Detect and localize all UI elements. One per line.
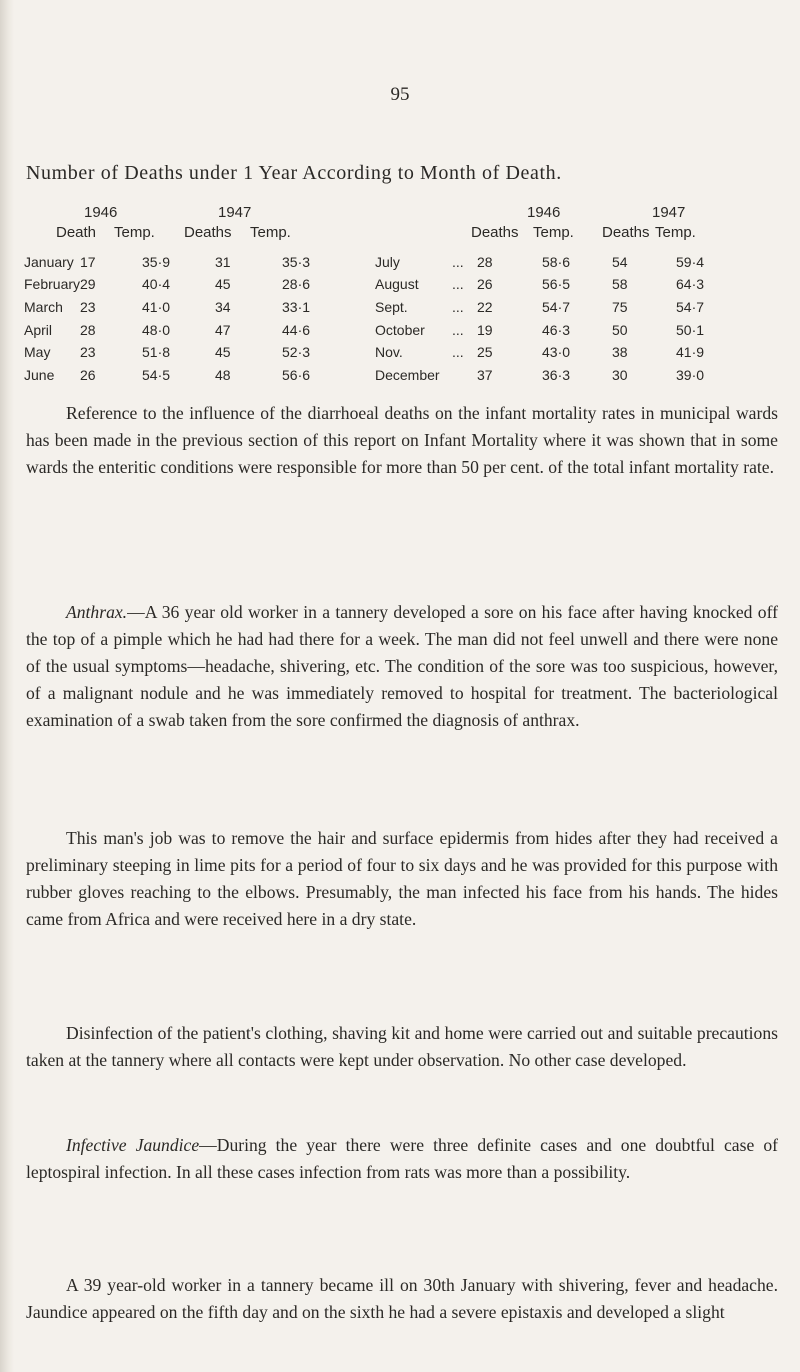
sub-header-temp: Temp. (114, 224, 155, 241)
month-label: October (375, 322, 425, 338)
temp-1946: 46·3 (542, 322, 571, 338)
month-label: May (24, 344, 51, 360)
deaths-1946: 37 (477, 367, 493, 383)
leader-dots: ... (452, 254, 464, 270)
deaths-by-month-table (0, 0, 800, 580)
month-label: August (375, 276, 419, 292)
leader-dots: ... (452, 344, 464, 360)
sub-header-temp: Temp. (250, 224, 291, 241)
temp-1946: 58·6 (542, 254, 571, 270)
temp-1946: 43·0 (542, 344, 571, 360)
sub-header-temp: Temp. (655, 224, 696, 241)
month-label: March (24, 299, 63, 315)
year-header-1947-right: 1947 (652, 204, 686, 221)
sub-header-deaths: Deaths (471, 224, 519, 241)
deaths-1946: 23 (80, 299, 96, 315)
deaths-1947: 75 (612, 299, 628, 315)
sub-header-deaths: Deaths (184, 224, 232, 241)
deaths-1946: 25 (477, 344, 493, 360)
temp-1946: 35·9 (142, 254, 171, 270)
deaths-1946: 17 (80, 254, 96, 270)
deaths-1946: 23 (80, 344, 96, 360)
leader-dots: ... (452, 276, 464, 292)
year-header-1946-left: 1946 (84, 204, 118, 221)
year-header-1947-left: 1947 (218, 204, 252, 221)
deaths-1947: 50 (612, 322, 628, 338)
month-label: February (24, 276, 81, 292)
deaths-1946: 26 (477, 276, 493, 292)
anthrax-body: —A 36 year old worker in a tannery developed a sore on his face after having knocked off the top of a pimple which he had had there for a week. The man did not feel unwell and there were none of the usual symptoms—headache, shivering, etc. The condition of the sore was too suspicious, however, of a malignant nodule and he was immediately removed to hospital for treatment. The bacteriological examination of a swab taken from the sore confirmed the diagnosis of anthrax. (26, 602, 778, 730)
deaths-1946: 29 (80, 276, 96, 292)
deaths-1946: 26 (80, 367, 96, 383)
deaths-1947: 34 (215, 299, 231, 315)
paragraph-text: Reference to the influence of the diarrhoeal deaths on the infant mortality rates in municipal wards has been made in the previous section of this report on Infant Mortality where it was shown that in some wards the enteritic conditions were responsible for more than 50 per cent. of the total infant mortality rate. (26, 403, 778, 477)
temp-1947: 50·1 (676, 322, 705, 338)
temp-1947: 56·6 (282, 367, 311, 383)
paragraph-text (26, 599, 778, 734)
deaths-1946: 22 (477, 299, 493, 315)
year-header-1946-right: 1946 (527, 204, 561, 221)
anthrax-heading: Anthrax. (66, 602, 128, 622)
temp-1947: 41·9 (676, 344, 705, 360)
paragraph-anthrax (26, 599, 778, 734)
temp-1946: 40·4 (142, 276, 171, 292)
paragraph-text: Disinfection of the patient's clothing, shaving kit and home were carried out and suitable precautions taken at the tannery where all contacts were kept under observation. No other case developed. (26, 1023, 778, 1070)
month-label: Nov. (375, 344, 403, 360)
deaths-1947: 45 (215, 344, 231, 360)
temp-1946: 51·8 (142, 344, 171, 360)
month-label: December (375, 367, 440, 383)
deaths-1947: 48 (215, 367, 231, 383)
sub-header-temp: Temp. (533, 224, 574, 241)
deaths-1947: 54 (612, 254, 628, 270)
deaths-1947: 30 (612, 367, 628, 383)
temp-1946: 54·5 (142, 367, 171, 383)
temp-1947: 44·6 (282, 322, 311, 338)
paragraph-text: A 39 year-old worker in a tannery became ill on 30th January with shivering, fever and headache. Jaundice appeared on the fifth day and on the sixth he had a severe epistaxis and developed a slight (26, 1275, 778, 1322)
deaths-1946: 19 (477, 322, 493, 338)
paragraph-job (26, 825, 778, 933)
temp-1946: 48·0 (142, 322, 171, 338)
month-label: April (24, 322, 53, 338)
paragraph-disinfection (26, 1020, 778, 1074)
temp-1947: 28·6 (282, 276, 311, 292)
sub-header-death: Death (56, 224, 97, 241)
jaundice-body: —During the year there were three definite cases and one doubtful case of leptospiral infection. In all these cases infection from rats was more than a possibility. (26, 1135, 778, 1182)
jaundice-heading: Infective Jaundice (66, 1135, 200, 1155)
temp-1947: 35·3 (282, 254, 311, 270)
paragraph-text: This man's job was to remove the hair and surface epidermis from hides after they had received a preliminary steeping in lime pits for a period of four to six days and he was provided for this purpose with rubber gloves reaching to the elbows. Presumably, the man infected his face from his hands. The hides came from Africa and were received here in a dry state. (26, 828, 778, 929)
paragraph-case (26, 1272, 778, 1326)
paragraph-jaundice (26, 1132, 778, 1186)
paragraph-text (26, 1132, 778, 1186)
temp-1947: 39·0 (676, 367, 705, 383)
temp-1946: 56·5 (542, 276, 571, 292)
deaths-1947: 31 (215, 254, 231, 270)
leader-dots: ... (452, 299, 464, 315)
month-label: June (24, 367, 55, 383)
temp-1947: 59·4 (676, 254, 705, 270)
deaths-1946: 28 (80, 322, 96, 338)
temp-1947: 52·3 (282, 344, 311, 360)
leader-dots: ... (452, 322, 464, 338)
month-label: Sept. (375, 299, 408, 315)
month-label: January (24, 254, 74, 270)
temp-1946: 41·0 (142, 299, 171, 315)
deaths-1947: 58 (612, 276, 628, 292)
deaths-1946: 28 (477, 254, 493, 270)
temp-1947: 33·1 (282, 299, 311, 315)
temp-1947: 64·3 (676, 276, 705, 292)
temp-1946: 36·3 (542, 367, 571, 383)
temp-1947: 54·7 (676, 299, 705, 315)
deaths-1947: 45 (215, 276, 231, 292)
table-title: Number of Deaths under 1 Year According to Month of Death. (26, 162, 562, 184)
temp-1946: 54·7 (542, 299, 571, 315)
paragraph-diarrhoeal (26, 400, 778, 481)
deaths-1947: 47 (215, 322, 231, 338)
page-number: 95 (390, 84, 410, 105)
sub-header-deaths: Deaths (602, 224, 650, 241)
month-label: July (375, 254, 400, 270)
deaths-1947: 38 (612, 344, 628, 360)
